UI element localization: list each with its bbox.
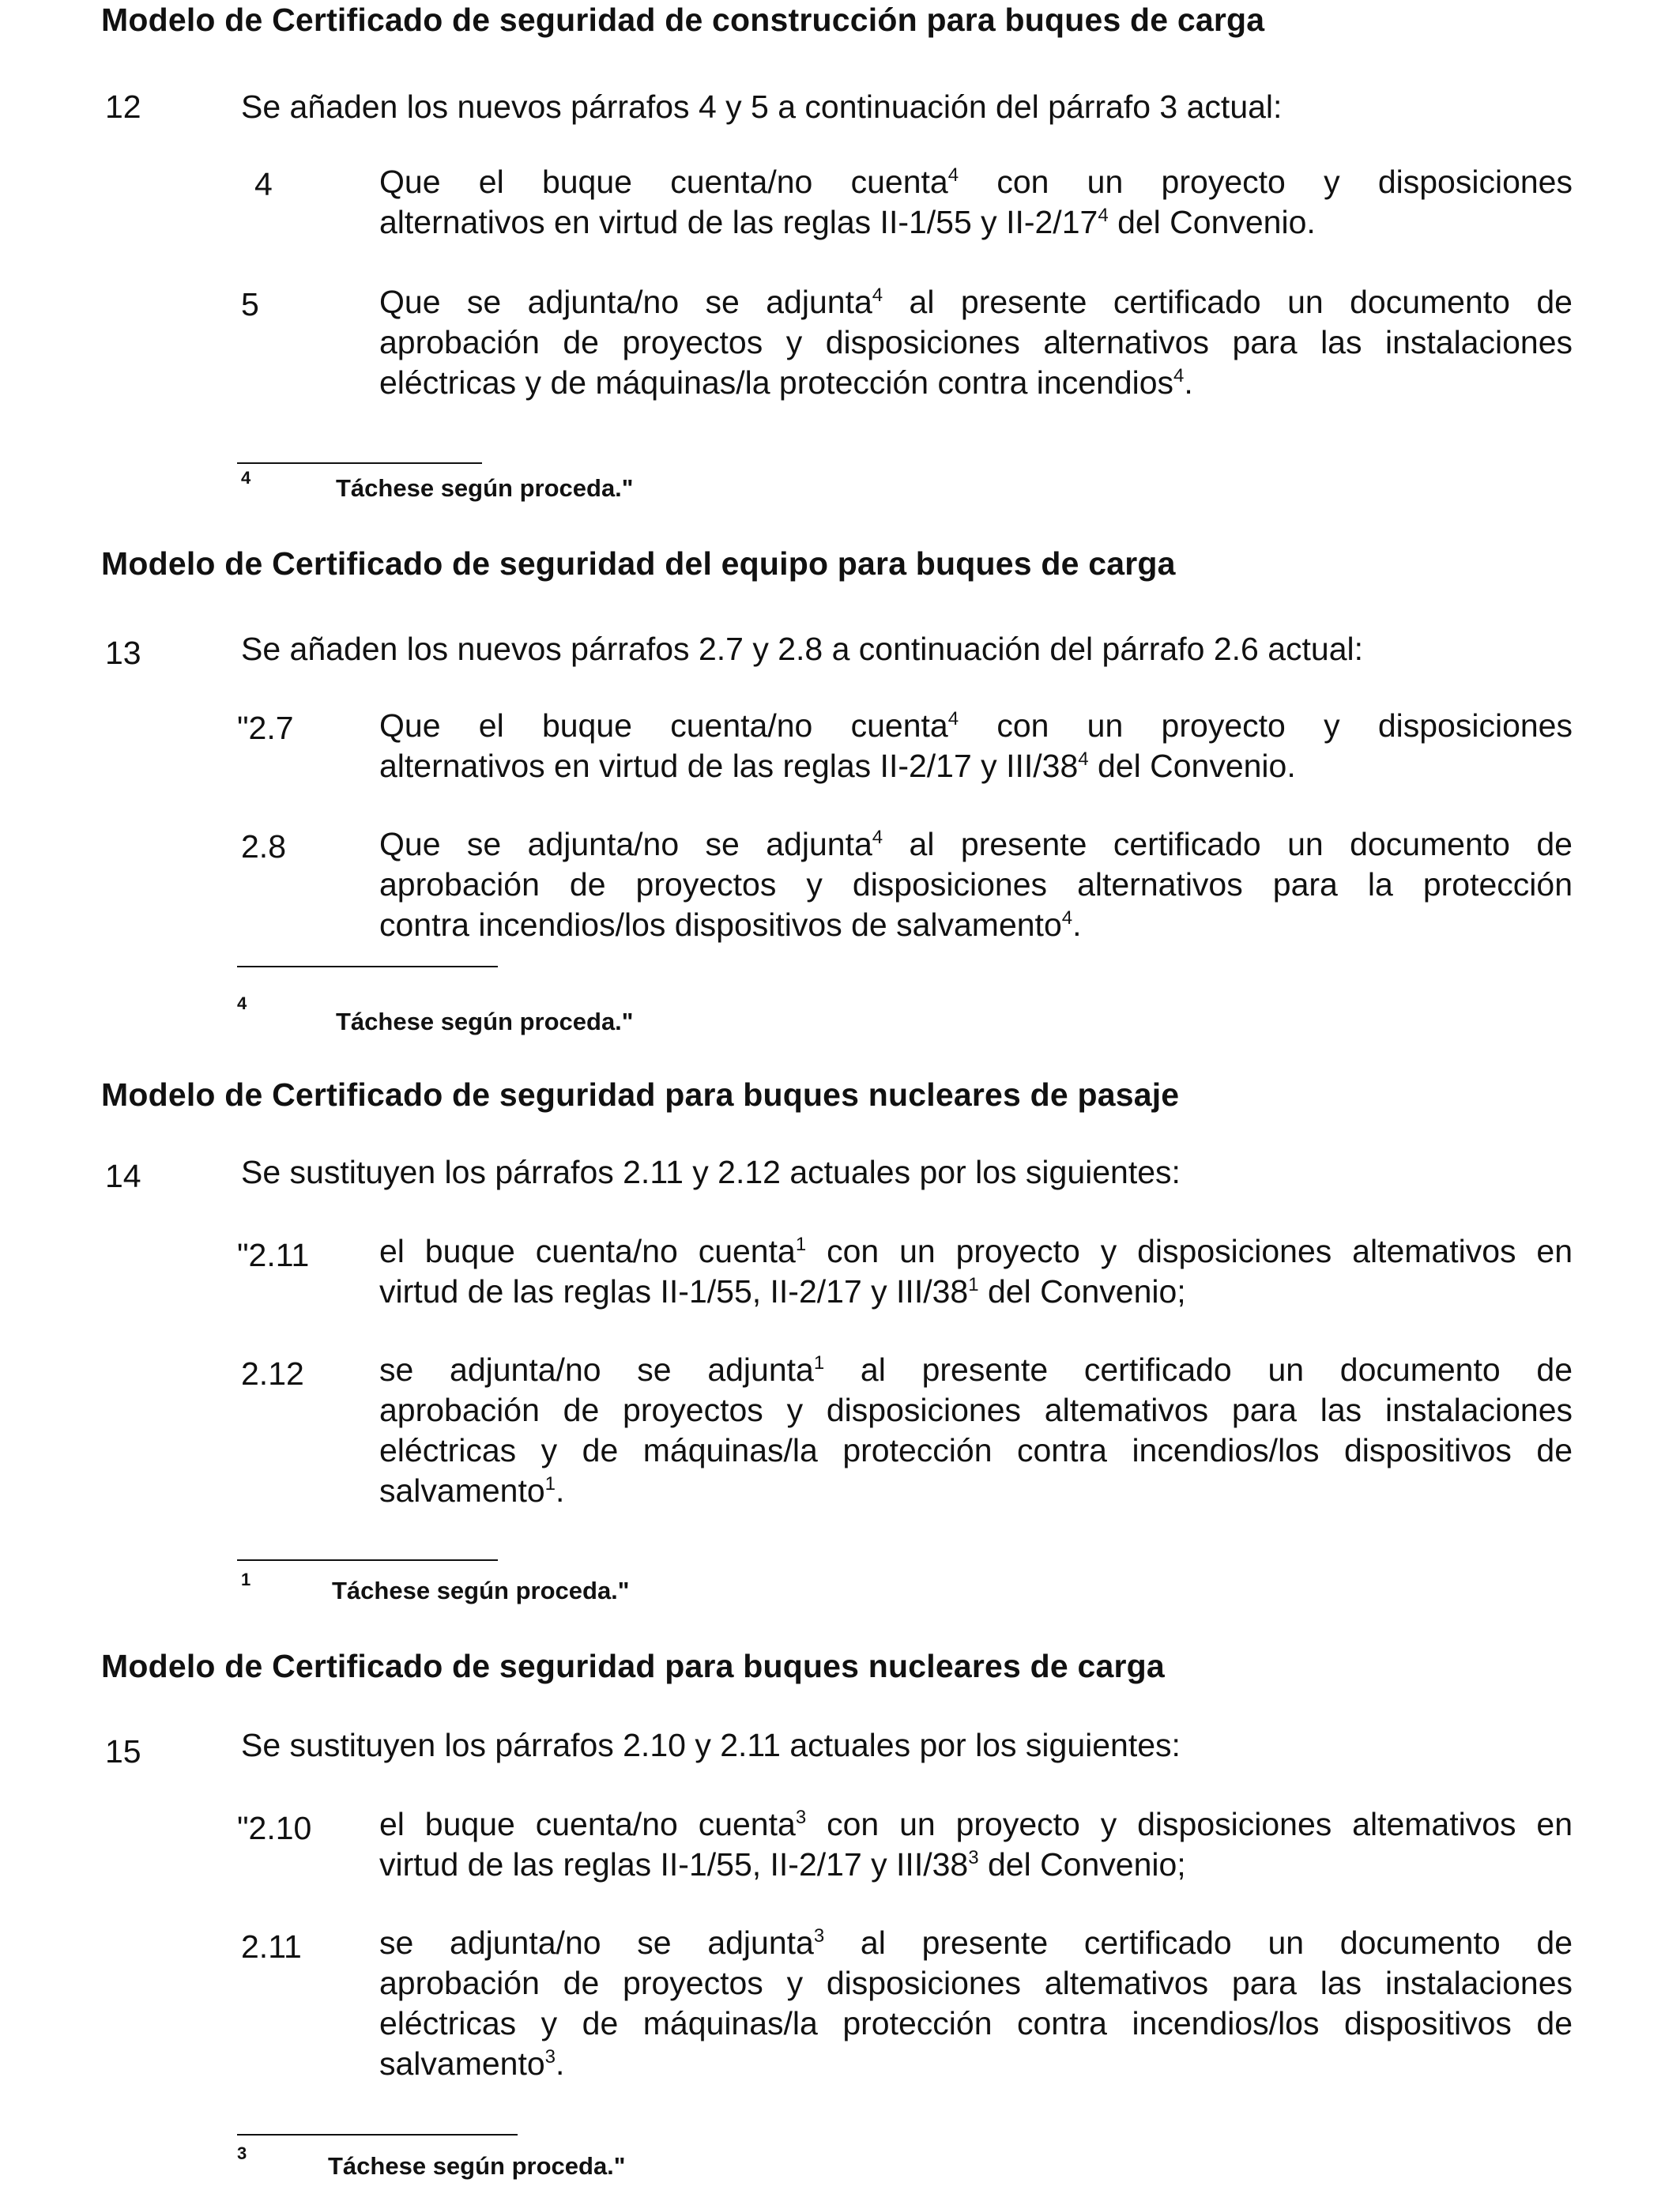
paragraph-label: "2.7 bbox=[237, 710, 294, 746]
footnote-text: Táchese según proceda." bbox=[332, 1577, 630, 1604]
paragraph-text: Que el buque cuenta/no cuenta$^4$ con un proyecto y disposiciones alternativos en virtud de las reglas II-1/55 y $II-2/17^4$ del Convenio. bbox=[379, 164, 1573, 240]
paragraph-text: Que se adjunta/no se adjunta$^4$ al presente certificado un documento de aprobación de proyectos y disposiciones alternativos para la protección contra incendios/los dispositivos de salvamento$^4$. bbox=[379, 826, 1573, 943]
paragraph-label: 2.11 bbox=[241, 1928, 302, 1965]
section-intro: Se sustituyen los párrafos 2.11 y 2.12 actuales por los siguientes: bbox=[241, 1154, 1181, 1190]
section-heading: Modelo de Certificado de seguridad de construcción para buques de carga bbox=[101, 2, 1265, 38]
footnote-mark: 4 bbox=[237, 993, 247, 1013]
footnote-text: Táchese según proceda." bbox=[336, 474, 634, 502]
footnote-rule bbox=[237, 966, 498, 967]
paragraph-label: 5 bbox=[241, 286, 259, 322]
section-number: 14 bbox=[105, 1158, 141, 1194]
section-heading: Modelo de Certificado de seguridad para buques nucleares de pasaje bbox=[101, 1076, 1180, 1113]
footnote-mark: 1 bbox=[241, 1570, 251, 1589]
paragraph-label: "2.10 bbox=[237, 1810, 312, 1846]
section-number: 15 bbox=[105, 1733, 141, 1770]
section-heading: Modelo de Certificado de seguridad para buques nucleares de carga bbox=[101, 1648, 1165, 1684]
paragraph-label: 4 bbox=[254, 166, 273, 202]
footnote-mark: 4 bbox=[241, 468, 251, 488]
footnote-rule bbox=[237, 2134, 518, 2136]
footnote-text: Táchese según proceda." bbox=[336, 1008, 634, 1035]
paragraph-text: Que se adjunta/no se adjunta$^4$ al presente certificado un documento de aprobación de proyectos y disposiciones alternativos para las instalaciones eléctricas y de máquinas/la protección contra incendios$^4$. bbox=[379, 284, 1573, 401]
paragraph-text: Que el buque cuenta/no cuenta$^4$ con un proyecto y disposiciones alternativos en virtud de las reglas II-2/17 y III/$38^4$ del Convenio. bbox=[379, 707, 1573, 784]
footnote-rule bbox=[237, 462, 482, 464]
paragraph-text: el buque cuenta/no cuenta$^1$ con un proyecto y disposiciones altemativos en virtud de las reglas II-1/55, II-2/17 y III/$38^1$ del Convenio; bbox=[379, 1233, 1573, 1310]
section-heading: Modelo de Certificado de seguridad del equipo para buques de carga bbox=[101, 545, 1176, 582]
section-number: 12 bbox=[105, 89, 141, 125]
section-intro: Se sustituyen los párrafos 2.10 y 2.11 actuales por los siguientes: bbox=[241, 1727, 1181, 1763]
section-intro: Se añaden los nuevos párrafos 2.7 y 2.8 a continuación del párrafo 2.6 actual: bbox=[241, 631, 1364, 667]
paragraph-text: el buque cuenta/no cuenta$^3$ con un proyecto y disposiciones altemativos en virtud de las reglas II-1/55, II-2/17 y III/$38^3$ del Convenio; bbox=[379, 1806, 1573, 1883]
paragraph-label: "2.11 bbox=[237, 1237, 310, 1273]
footnote-text: Táchese según proceda." bbox=[328, 2152, 626, 2180]
paragraph-label: 2.8 bbox=[241, 828, 286, 865]
section-number: 13 bbox=[105, 635, 141, 671]
footnote-mark: 3 bbox=[237, 2143, 247, 2163]
paragraph-text: se adjunta/no se adjunta$^1$ al presente certificado un documento de aprobación de proyectos y disposiciones altemativos para las instalaciones eléctricas y de máquinas/la protección contra incendios/los dispositivos de salvamento$^1$. bbox=[379, 1351, 1573, 1509]
paragraph-label: 2.12 bbox=[241, 1355, 304, 1392]
footnote-rule bbox=[237, 1559, 498, 1561]
section-intro: Se añaden los nuevos párrafos 4 y 5 a continuación del párrafo 3 actual: bbox=[241, 89, 1283, 125]
paragraph-text: se adjunta/no se adjunta$^3$ al presente certificado un documento de aprobación de proyectos y disposiciones altemativos para las instalaciones eléctricas y de máquinas/la protección contra incendios/los dispositivos de salvamento$^3$. bbox=[379, 1924, 1573, 2082]
